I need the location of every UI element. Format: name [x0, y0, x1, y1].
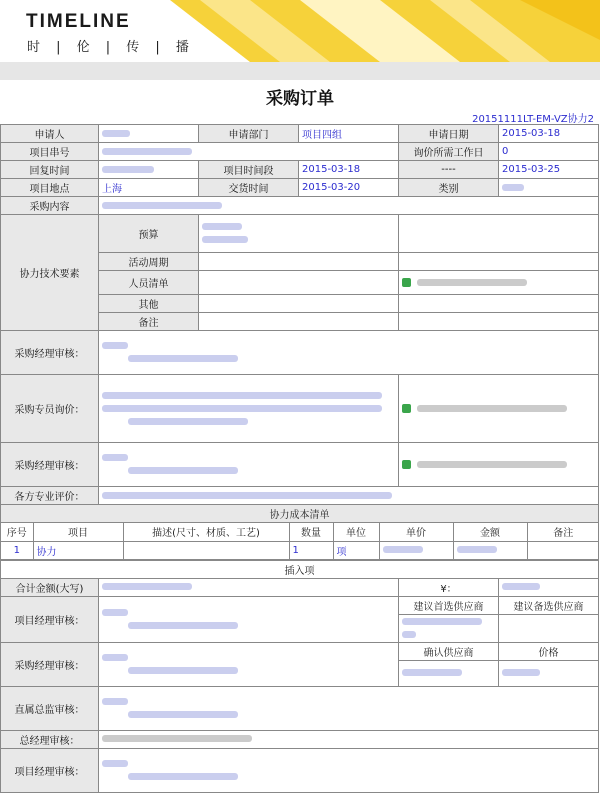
project-manager-review-2-value	[99, 748, 599, 792]
form-row-applicant	[1, 125, 599, 143]
delivery-value: 2015-03-20	[299, 179, 399, 197]
note-label: 备注	[99, 313, 199, 331]
insert-item-button[interactable]: 插入项	[1, 560, 599, 578]
location-value: 上海	[99, 179, 199, 197]
confirm-supplier-label: 确认供应商	[399, 642, 499, 660]
inquiry-days-label: 询价所需工作日	[399, 143, 499, 161]
cost-col-qty: 数量	[289, 523, 333, 541]
delivery-label: 交货时间	[199, 179, 299, 197]
project-period-start: 2015-03-18	[299, 161, 399, 179]
cost-col-price: 单价	[379, 523, 453, 541]
staff-list-value	[199, 271, 399, 295]
department-label: 申请部门	[199, 125, 299, 143]
budget-value	[199, 215, 399, 253]
cost-col-desc: 描述(尺寸、材质、工艺)	[123, 523, 289, 541]
cost-row-note	[527, 541, 599, 559]
director-review-label: 直属总监审核：	[1, 686, 99, 730]
page-title: 采购订单	[266, 89, 334, 109]
review-row-evaluation	[1, 487, 599, 505]
review-row-purchase-manager-2	[1, 443, 599, 487]
project-period-label: 项目时间段	[199, 161, 299, 179]
director-review-value	[99, 686, 599, 730]
project-period-end: 2015-03-25	[499, 161, 599, 179]
brand-logo-cn: 时 | 伦 | 传 | 播	[27, 40, 195, 55]
cost-col-item: 项目	[33, 523, 123, 541]
cost-row-qty: 1	[289, 541, 333, 559]
header-divider-bar	[0, 62, 600, 80]
total-amount-value	[499, 578, 599, 596]
form-row-reply-time	[1, 161, 599, 179]
excel-file-icon	[402, 460, 411, 469]
staff-attachment[interactable]	[399, 271, 599, 295]
review-row-purchase-manager	[1, 331, 599, 375]
total-row	[1, 578, 599, 596]
cost-table-row	[1, 523, 599, 561]
cost-section-header	[1, 505, 599, 523]
applicant-value	[99, 125, 199, 143]
backup-supplier-value	[499, 614, 599, 642]
cost-row-amount	[453, 541, 527, 559]
excel-file-icon	[402, 278, 411, 287]
purchase-manager-approval-label: 采购经理审核：	[1, 642, 99, 686]
activity-period-value	[199, 253, 399, 271]
reply-time-label: 回复时间	[1, 161, 99, 179]
insert-item-row	[1, 560, 599, 578]
purchase-manager-review-label: 采购经理审核：	[1, 331, 99, 375]
content-label: 采购内容	[1, 197, 99, 215]
cost-row-no: 1	[1, 541, 33, 559]
cost-data-row	[1, 541, 599, 559]
cost-row-price	[379, 541, 453, 559]
header-banner	[0, 0, 600, 62]
other-extra	[399, 295, 599, 313]
apply-date-value: 2015-03-18	[499, 125, 599, 143]
total-label: 合计金额(大写)	[1, 578, 99, 596]
inquiry-days-value: 0	[499, 143, 599, 161]
currency-label: ¥：	[399, 578, 499, 596]
cost-col-note: 备注	[527, 523, 599, 541]
preferred-supplier-label: 建议首选供应商	[399, 596, 499, 614]
project-manager-review-value	[99, 596, 399, 642]
approval-row-project-manager-2	[1, 748, 599, 792]
purchase-manager-review-value	[99, 331, 599, 375]
specialist-inquiry-label: 采购专员询价：	[1, 375, 99, 443]
tech-row-budget	[1, 215, 599, 253]
project-manager-review-2-label: 项目经理审核：	[1, 748, 99, 792]
evaluation-value	[99, 487, 599, 505]
cost-col-unit: 单位	[333, 523, 379, 541]
cost-row-unit: 项	[333, 541, 379, 559]
approval-row-project-manager	[1, 596, 599, 614]
approval-row-purchase-manager	[1, 642, 599, 660]
purchase-manager-attachment[interactable]	[399, 443, 599, 487]
other-label: 其他	[99, 295, 199, 313]
approval-row-director	[1, 686, 599, 730]
project-manager-review-label: 项目经理审核：	[1, 596, 99, 642]
budget-label: 预算	[99, 215, 199, 253]
cost-col-no: 序号	[1, 523, 33, 541]
content-value	[99, 197, 599, 215]
activity-period-extra	[399, 253, 599, 271]
total-words-value	[99, 578, 399, 596]
cost-section-label: 协力成本清单	[1, 505, 599, 523]
category-label: 类别	[399, 179, 499, 197]
form-row-location	[1, 179, 599, 197]
confirm-supplier-value	[399, 660, 499, 686]
purchase-manager-approval-value	[99, 642, 399, 686]
preferred-supplier-value	[399, 614, 499, 642]
tech-section-label: 协力技术要素	[1, 215, 99, 331]
purchase-manager-review-2-label: 采购经理审核：	[1, 443, 99, 487]
price-label: 价格	[499, 642, 599, 660]
cost-col-amount: 金额	[453, 523, 527, 541]
backup-supplier-label: 建议备选供应商	[499, 596, 599, 614]
note-value	[199, 313, 399, 331]
project-no-value	[99, 143, 399, 161]
cost-header-row	[1, 523, 599, 541]
other-value	[199, 295, 399, 313]
excel-file-icon	[402, 404, 411, 413]
department-value: 项目四组	[299, 125, 399, 143]
cost-table	[1, 523, 599, 560]
specialist-attachment[interactable]	[399, 375, 599, 443]
purchase-order-form	[0, 124, 599, 793]
cost-row-desc	[123, 541, 289, 559]
location-label: 项目地点	[1, 179, 99, 197]
reply-time-value	[99, 161, 199, 179]
category-value	[499, 179, 599, 197]
activity-period-label: 活动周期	[99, 253, 199, 271]
period-separator: ----	[399, 161, 499, 179]
brand-logo-text: TIMELINE	[26, 11, 131, 32]
form-row-project-no	[1, 143, 599, 161]
approval-row-gm	[1, 730, 599, 748]
staff-list-label: 人员清单	[99, 271, 199, 295]
specialist-inquiry-value	[99, 375, 399, 443]
cost-row-item: 协力	[33, 541, 123, 559]
note-extra	[399, 313, 599, 331]
evaluation-label: 各方专业评价：	[1, 487, 99, 505]
gm-review-value	[99, 730, 599, 748]
budget-extra	[399, 215, 599, 253]
order-number: 20151111LT-EM-VZ协力2	[472, 114, 594, 125]
review-row-specialist	[1, 375, 599, 443]
project-no-label: 项目串号	[1, 143, 99, 161]
form-row-content	[1, 197, 599, 215]
apply-date-label: 申请日期	[399, 125, 499, 143]
applicant-label: 申请人	[1, 125, 99, 143]
gm-review-label: 总经理审核：	[1, 730, 99, 748]
price-value	[499, 660, 599, 686]
purchase-manager-review-2-value	[99, 443, 399, 487]
